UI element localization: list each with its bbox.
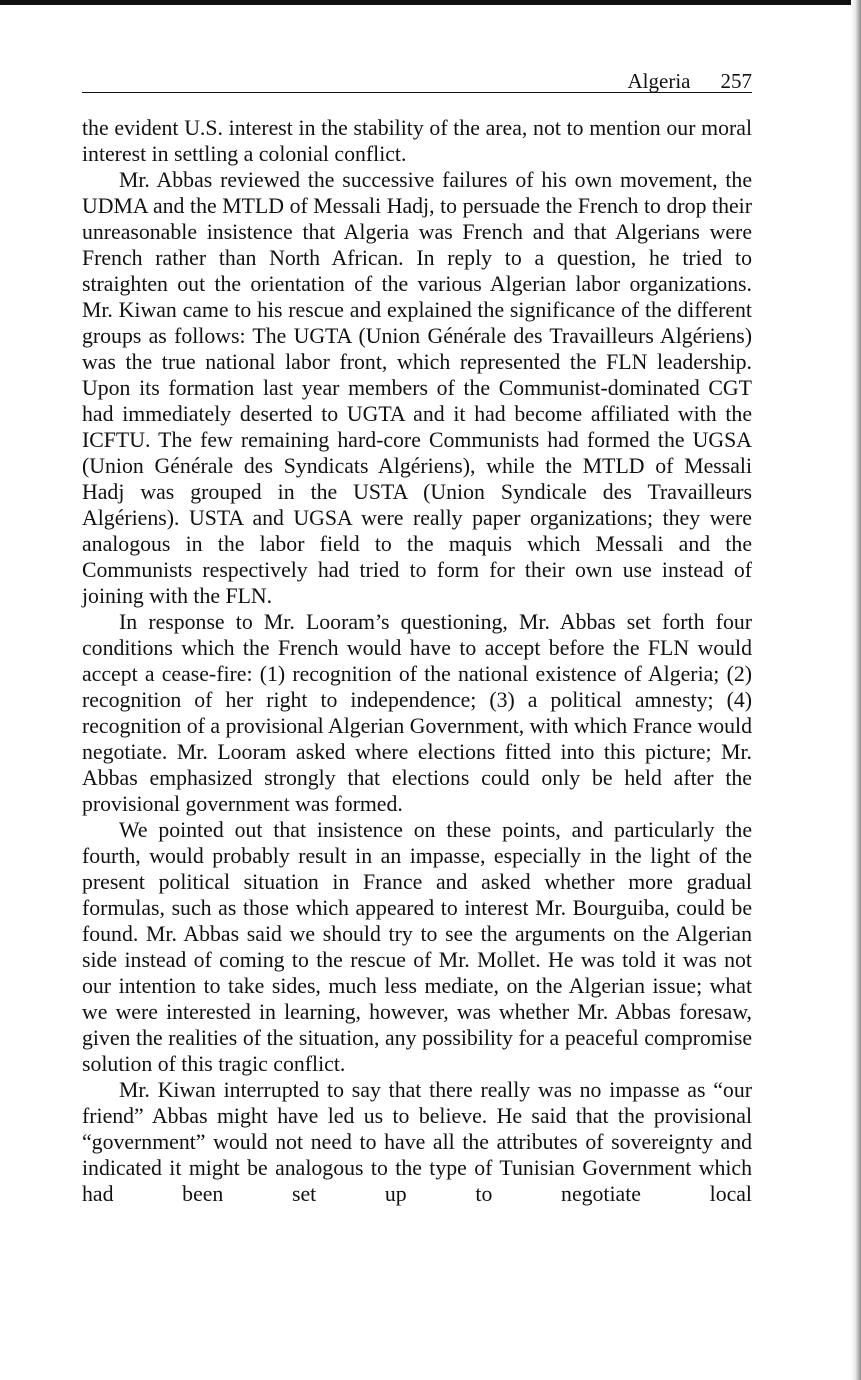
paragraph-continued: the evident U.S. interest in the stability of the area, not to mention our moral interest in settling a colonial conflict. (82, 116, 752, 166)
paragraph: We pointed out that insistence on these points, and particularly the fourth, would probably result in an impasse, especially in the light of the present political situation in France and asked whether more gradual formulas, such as those which appeared to interest Mr. Bourguiba, could be found. Mr. Abbas said we should try to see the arguments on the Algerian side instead of coming to the rescue of Mr. Mollet. He was told it was not our intention to take sides, much less mediate, on the Algerian issue; what we were interested in learning, however, was whether Mr. Abbas foresaw, given the realities of the situation, any possibility for a peaceful compromise solution of this tragic conflict. (82, 818, 752, 1076)
paragraph-continues: Mr. Kiwan interrupted to say that there really was no impasse as “our friend” Abbas might have led us to believe. He said that the provisional “government” would not need to have all the attributes of sovereignty and indicated it might be analogous to the type of Tunisian Government which had been set up to negotiate local (82, 1078, 752, 1206)
page-number: 257 (720, 69, 752, 93)
paragraph: In response to Mr. Looram’s questioning, Mr. Abbas set forth four conditions which the French would have to accept before the FLN would accept a cease-fire: (1) recognition of the national existence of Algeria; (2) recognition of her right to independence; (3) a political amnesty; (4) recognition of a provisional Algerian Government, with which France would negotiate. Mr. Looram asked where elections fitted into this picture; Mr. Abbas emphasized strongly that elections could only be held after the provisional government was formed. (82, 610, 752, 816)
running-header (82, 70, 752, 93)
page-binding-edge (851, 0, 861, 1380)
section-title: Algeria (627, 69, 691, 93)
body-text (82, 115, 752, 1207)
page-top-edge (0, 0, 861, 5)
paragraph: Mr. Abbas reviewed the successive failures of his own movement, the UDMA and the MTLD of Messali Hadj, to persuade the French to drop their unreasonable insistence that Algeria was French and that Algerians were French rather than North African. In reply to a question, he tried to straighten out the orientation of the various Algerian labor organizations. Mr. Kiwan came to his rescue and explained the significance of the different groups as follows: The UGTA (Union Générale des Travailleurs Algériens) was the true national labor front, which represented the FLN leadership. Upon its formation last year members of the Communist-dominated CGT had immediately deserted to UGTA and it had become affiliated with the ICFTU. The few remaining hard-core Communists had formed the UGSA (Union Générale des Syndicats Algériens), while the MTLD of Messali Hadj was grouped in the USTA (Union Syndicale des Travailleurs Algériens). USTA and UGSA were really paper organizations; they were analogous in the labor field to the maquis which Messali and the Communists respectively had tried to form for their own use instead of joining with the FLN. (82, 168, 752, 608)
